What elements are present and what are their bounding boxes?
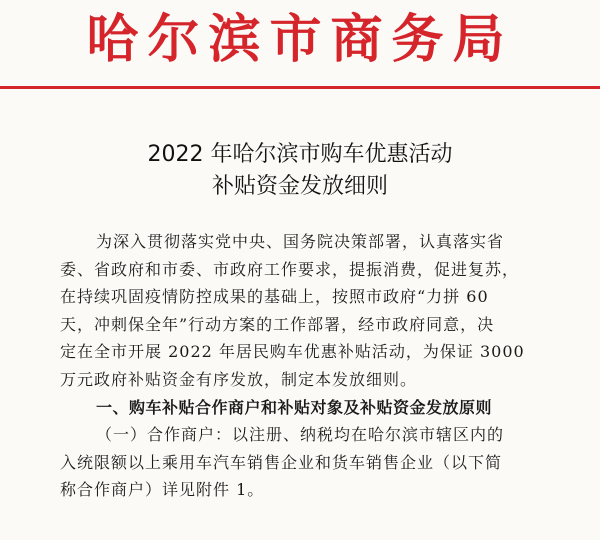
red-divider-line: [0, 86, 600, 89]
paragraph-line: 定在全市开展 2022 年居民购车优惠补贴活动，为保证 3000: [60, 342, 525, 362]
section-heading: 一、购车补贴合作商户和补贴对象及补贴资金发放原则: [96, 397, 493, 417]
paragraph-line: 天，冲刺保全年”行动方案的工作部署，经市政府同意，决: [60, 314, 495, 334]
paragraph-line: 为深入贯彻落实党中央、国务院决策部署，认真落实省: [96, 232, 505, 251]
paragraph-line: 入统限额以上乘用车汽车销售企业和货车销售企业（以下简: [60, 452, 503, 472]
paragraph-line: 万元政府补贴资金有序发放，制定本发放细则。: [60, 369, 418, 389]
document-title-line-2: 补贴资金发放细则: [211, 174, 388, 199]
paragraph-line: 在持续巩固疫情防控成果的基础上，按照市政府“力拼 60: [60, 287, 489, 307]
paragraph-line: （一）合作商户：以注册、纳税均在哈尔滨市辖区内的: [96, 425, 505, 445]
paragraph-line: 委、省政府和市委、市政府工作要求，提振消费，促进复苏，: [60, 259, 520, 279]
document-title-line-1: 2022 年哈尔滨市购车优惠活动: [147, 142, 453, 167]
organization-masthead: 哈尔滨市商务局: [86, 9, 514, 70]
document-body: [60, 228, 530, 504]
paragraph-line: 称合作商户）详见附件 1。: [60, 480, 265, 500]
